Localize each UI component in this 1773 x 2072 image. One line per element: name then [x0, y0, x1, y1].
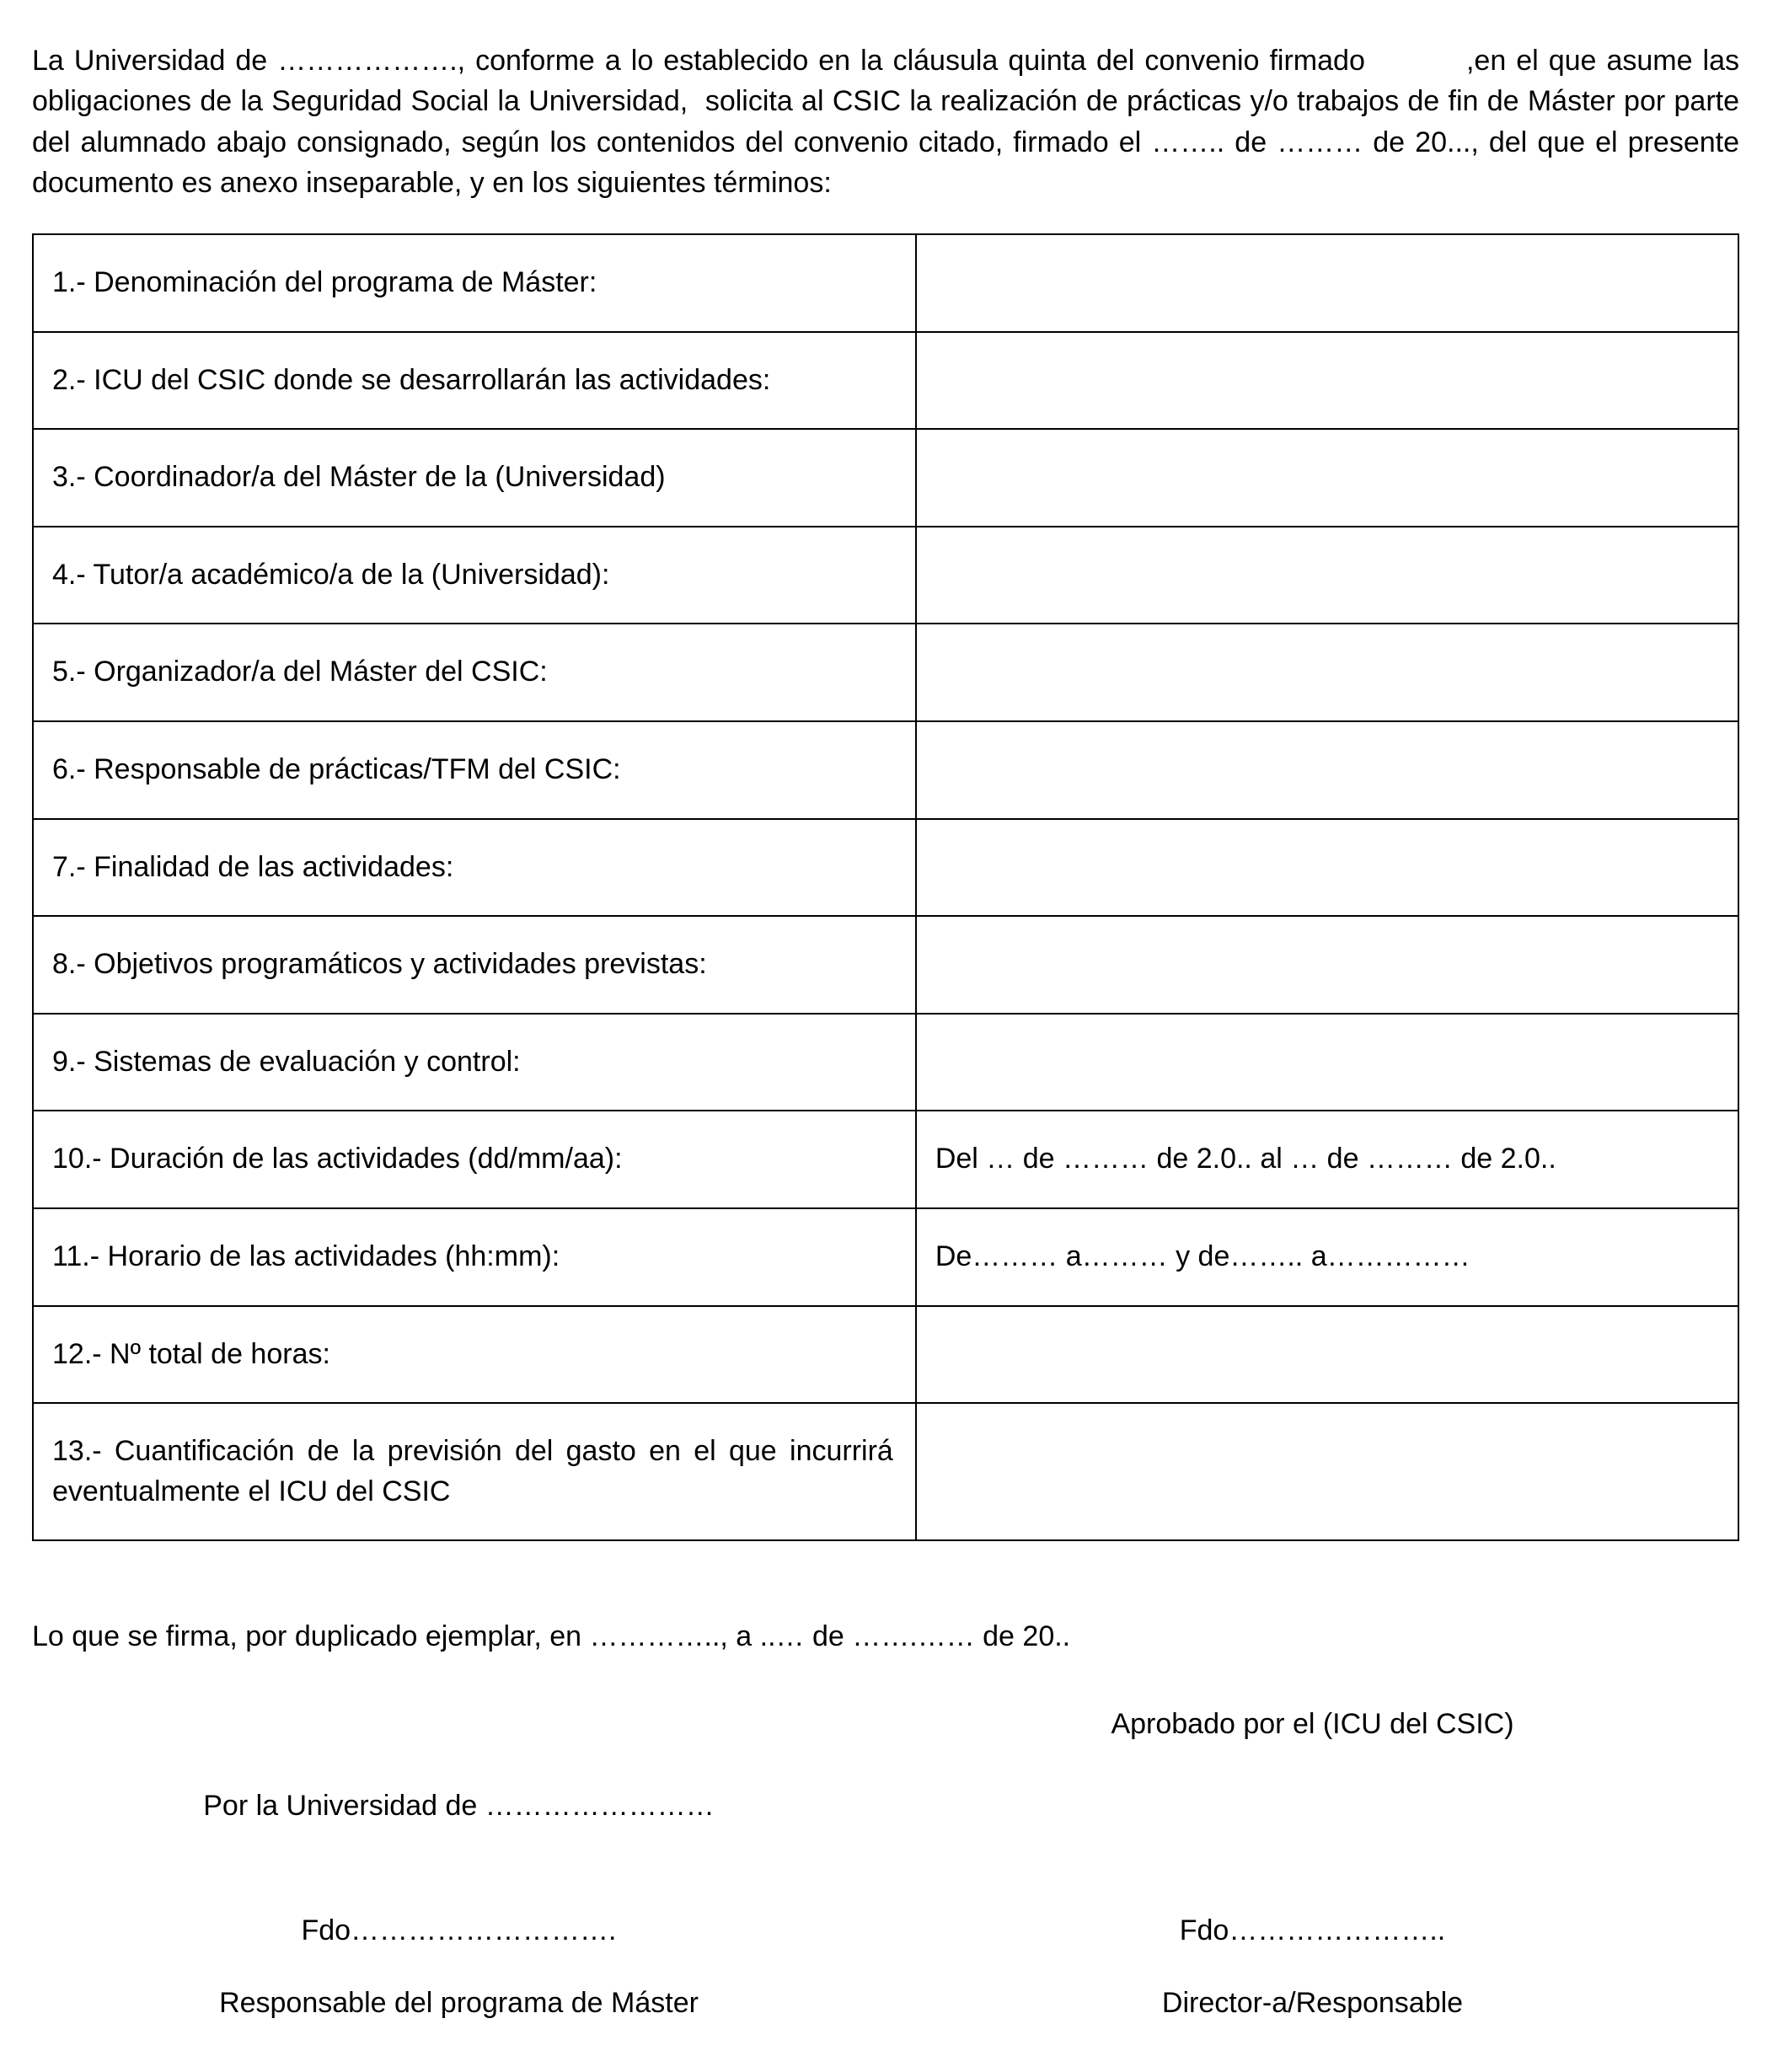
row-value: [916, 1014, 1738, 1111]
row-label: 1.- Denominación del programa de Máster:: [33, 234, 916, 332]
roles-row: [32, 1984, 1739, 2021]
table-row: [33, 624, 1738, 721]
row-value: [916, 1403, 1738, 1540]
approved-by-line: Aprobado por el (ICU del CSIC): [1111, 1708, 1514, 1741]
row-value: [916, 429, 1738, 527]
row-value: Del … de ……… de 2.0.. al … de ……… de 2.0..: [916, 1111, 1738, 1208]
table-row: [33, 721, 1738, 819]
table-row: [33, 1403, 1738, 1540]
row-value: [916, 624, 1738, 721]
row-value: [916, 527, 1738, 624]
row-label: 3.- Coordinador/a del Máster de la (Universidad): [33, 429, 916, 527]
row-label: 8.- Objetivos programáticos y actividades previstas:: [33, 916, 916, 1014]
intro-paragraph: La Universidad de ………………., conforme a lo establecido en la cláusula quinta del convenio firmado ,en el que asume las obligaciones de la Seguridad Social la Universidad, solicita al CSIC la realización de prácticas y/o trabajos de fin de Máster por parte del alumnado abajo consignado, según los contenidos del convenio citado, firmado el …….. de ……… de 20..., del que el presente documento es anexo inseparable, y en los siguientes términos:: [32, 45, 1739, 199]
left-role-line: Responsable del programa de Máster: [219, 1986, 699, 2019]
table-row: [33, 1306, 1738, 1404]
row-label: 11.- Horario de las actividades (hh:mm):: [33, 1208, 916, 1306]
right-role-line: Director-a/Responsable: [1161, 1986, 1464, 2019]
spacer: [886, 1787, 1739, 1824]
university-row: [32, 1787, 1739, 1824]
table-row: [33, 429, 1738, 527]
row-value: [916, 916, 1738, 1014]
row-label: 4.- Tutor/a académico/a de la (Universidad):: [33, 527, 916, 624]
table-row: [33, 332, 1738, 430]
row-value: De……… a……… y de…….. a……………: [916, 1208, 1738, 1306]
row-label: 12.- Nº total de horas:: [33, 1306, 916, 1404]
spacer: [32, 1705, 886, 1743]
row-value: [916, 332, 1738, 430]
signature-row: [32, 1912, 1739, 1949]
row-label: 5.- Organizador/a del Máster del CSIC:: [33, 624, 916, 721]
table-row: [33, 234, 1738, 332]
table-row: [33, 1014, 1738, 1111]
row-label: 2.- ICU del CSIC donde se desarrollarán las actividades:: [33, 332, 916, 430]
row-label: 9.- Sistemas de evaluación y control:: [33, 1014, 916, 1111]
table-row: [33, 916, 1738, 1014]
row-value: [916, 234, 1738, 332]
table-row: [33, 527, 1738, 624]
table-row: [33, 819, 1738, 917]
closing-line: Lo que se firma, por duplicado ejemplar, en ………….., a ..… de …….…… de 20..: [32, 1620, 1071, 1653]
table-row: [33, 1111, 1738, 1208]
row-value: [916, 819, 1738, 917]
right-signature-line: Fdo…………………..: [1179, 1914, 1446, 1946]
table-row: [33, 1208, 1738, 1306]
row-label: 7.- Finalidad de las actividades:: [33, 819, 916, 917]
row-value: [916, 1306, 1738, 1404]
row-label: 10.- Duración de las actividades (dd/mm/aa):: [33, 1111, 916, 1208]
row-value: [916, 721, 1738, 819]
left-signature-line: Fdo……………………….: [301, 1914, 617, 1946]
row-label: 13.- Cuantificación de la previsión del gasto en el que incurrirá eventualmente el ICU del CSIC: [33, 1403, 916, 1540]
row-label: 6.- Responsable de prácticas/TFM del CSIC:: [33, 721, 916, 819]
by-university-line: Por la Universidad de ……………………: [203, 1789, 715, 1822]
master-request-table: [32, 233, 1739, 1541]
approved-row: [32, 1705, 1739, 1743]
